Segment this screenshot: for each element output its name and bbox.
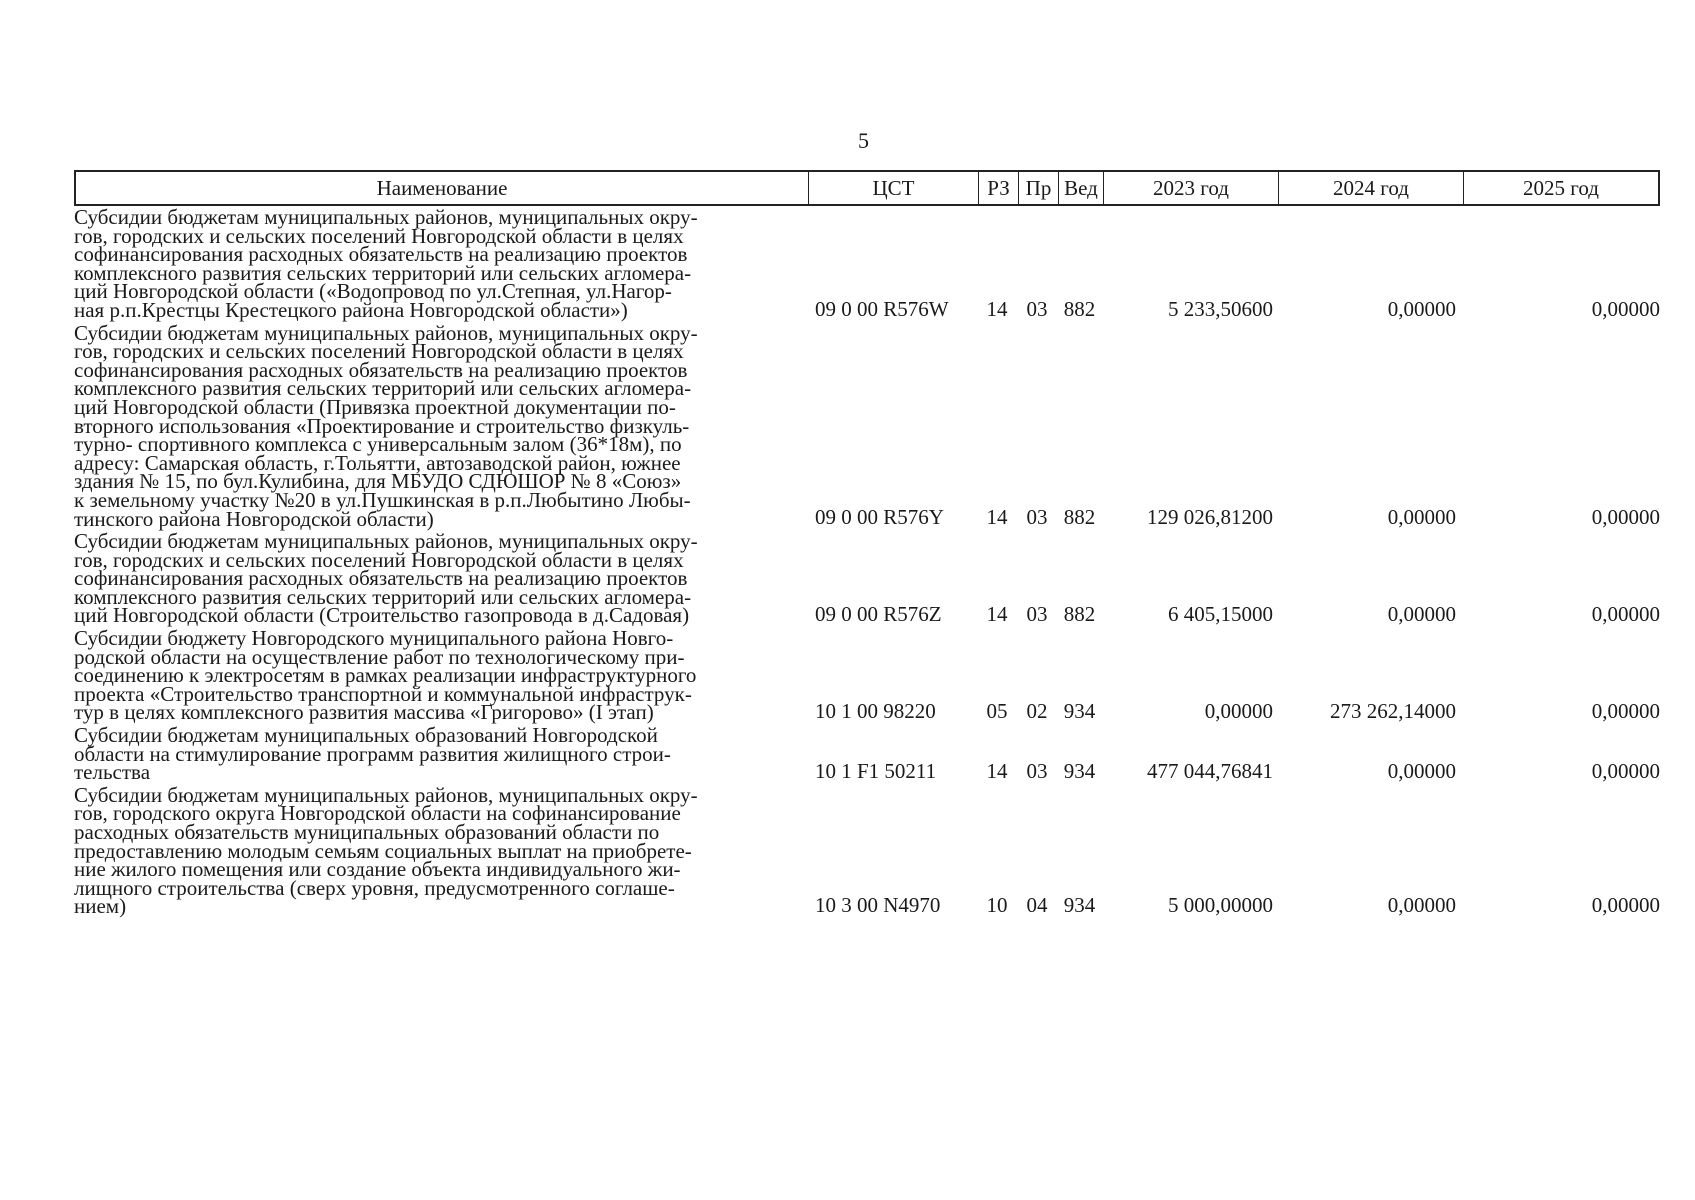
row-name-line: предоставлению молодым семьям социальных выплат на приобрете- [74,838,692,863]
row-cst: 09 0 00 R576W [815,296,949,321]
row-name-line: комплексного развития сельских территорий или сельских агломера- [74,584,692,609]
row-ved: 882 [1063,505,1096,530]
table-row [74,782,1660,919]
row-name-line: адресу: Самарская область, г.Тольятти, автозаводской район, южнее [74,450,681,475]
row-2024: 273 262,14000 [1330,699,1456,724]
row-name-line: гов, городских и сельских поселений Новгородской области в целях [74,547,684,572]
row-name [74,205,807,322]
table-row [74,320,1660,531]
row-rz: 14 [986,758,1008,783]
row-cst: 10 1 00 98220 [815,699,936,724]
header-rz: РЗ [979,172,1019,204]
row-name-line: Субсидии бюджетам муниципальных районов, муниципальных окру- [74,320,698,345]
row-2023: 477 044,76841 [1147,758,1273,783]
row-name-line: вторного использования «Проектирование и строительство физкуль- [74,413,690,438]
row-name-line: области на стимулирование программ развития жилищного строи- [74,741,671,766]
row-ved: 882 [1063,602,1096,627]
row-rz: 14 [986,505,1008,530]
row-name-line: ций Новгородской области (Привязка проектной документации по- [74,394,676,419]
row-name-line: проекта «Строительство транспортной и коммунальной инфраструк- [74,681,692,706]
row-name-line: тинского района Новгородской области) [74,506,434,531]
header-name: Наименование [76,172,809,204]
row-name-line: тур в целях комплексного развития массива «Григорово» (I этап) [74,700,654,725]
row-cst: 09 0 00 R576Y [815,505,944,530]
row-name-line: турно- спортивного комплекса с универсальным залом (36*18м), по [74,432,682,457]
header-pr: Пр [1019,172,1059,204]
row-2025: 0,00000 [1591,758,1660,783]
header-ved: Вед [1059,172,1104,204]
row-2025: 0,00000 [1591,892,1660,917]
row-name-line: Субсидии бюджетам муниципальных образований Новгородской [74,723,658,748]
row-name-line: родской области на осуществление работ по технологическому при- [74,644,685,669]
row-name-line: лищного строительства (сверх уровня, предусмотренного соглаше- [74,875,675,900]
row-pr: 03 [1026,296,1048,321]
row-name-line: Субсидии бюджетам муниципальных районов, муниципальных окру- [74,529,698,554]
row-2023: 6 405,15000 [1168,602,1273,627]
row-pr: 03 [1026,602,1048,627]
row-2024: 0,00000 [1387,296,1456,321]
row-name-line: Субсидии бюджетам муниципальных районов, муниципальных окру- [74,205,698,229]
row-rz: 14 [986,602,1008,627]
table-body [74,205,1660,920]
row-2025: 0,00000 [1591,505,1660,530]
row-name-line: ций Новгородской области («Водопровод по ул.Степная, ул.Нагор- [74,279,672,304]
row-2023: 5 000,00000 [1168,892,1273,917]
row-name-line: Субсидии бюджетам муниципальных районов, муниципальных окру- [74,782,698,807]
row-name-line: гов, городских и сельских поселений Новгородской области в целях [74,223,684,248]
header-2025: 2025 год [1523,175,1599,200]
row-name-line: комплексного развития сельских территорий или сельских агломера- [74,376,692,401]
header-cst: ЦСТ [809,172,979,204]
table-row [74,626,1660,725]
row-2023: 5 233,50600 [1168,296,1273,321]
header-2023: 2023 год [1104,172,1279,204]
row-name-line: Субсидии бюджету Новгородского муниципального района Новго- [74,626,674,651]
row-name-line: здания № 15, по бул.Кулибина, для МБУДО СДЮШОР № 8 «Союз» [74,469,682,494]
row-name [74,723,807,785]
row-name-line: расходных обязательств муниципальных образований области по [74,820,660,844]
row-name-line: гов, городского округа Новгородской области на софинансирование [74,801,681,826]
row-2025: 0,00000 [1591,602,1660,627]
row-pr: 03 [1026,758,1048,783]
header-2024: 2024 год [1279,172,1464,204]
row-name-line: ние жилого помещения или создание объекта индивидуального жи- [74,857,681,882]
row-ved: 882 [1063,296,1096,321]
row-rz: 05 [986,699,1008,724]
row-2023: 0,00000 [1204,699,1273,724]
row-name-line: гов, городских и сельских поселений Новгородской области в целях [74,339,684,364]
row-name [74,626,807,725]
row-pr: 03 [1026,505,1048,530]
row-pr: 02 [1026,699,1048,724]
row-name [74,320,807,531]
row-2024: 0,00000 [1387,505,1456,530]
row-cst: 10 1 F1 50211 [815,758,937,783]
row-name-line: комплексного развития сельских территорий или сельских агломера- [74,260,692,285]
row-cst: 09 0 00 R576Z [815,602,942,627]
row-name-line: софинансирования расходных обязательств на реализацию проектов [74,242,688,267]
row-name-line: соединению к электросетям в рамках реализации инфраструктурного [74,663,697,688]
row-name-line: ная р.п.Крестцы Крестецкого района Новгородской области») [74,297,628,322]
row-ved: 934 [1063,758,1096,783]
row-2024: 0,00000 [1387,758,1456,783]
row-2025: 0,00000 [1591,699,1660,724]
row-name-line: нием) [74,894,127,919]
row-ved: 934 [1063,699,1096,724]
row-pr: 04 [1026,892,1048,917]
row-2023: 129 026,81200 [1147,505,1273,530]
row-name [74,782,807,919]
row-name-line: софинансирования расходных обязательств на реализацию проектов [74,566,688,591]
table-row [74,529,1660,628]
row-name-line: к земельному участку №20 в ул.Пушкинская в р.п.Любытино Любы- [74,487,691,512]
row-name [74,529,807,628]
row-name-line: ций Новгородской области (Строительство газопровода в д.Садовая) [74,603,690,628]
row-rz: 14 [986,296,1008,321]
row-2025: 0,00000 [1591,296,1660,321]
table-row [74,205,1660,322]
table-header [74,170,1660,206]
page-number: 5 [858,128,869,153]
row-cst: 10 3 00 N4970 [815,892,941,917]
row-rz: 10 [986,892,1008,917]
row-2024: 0,00000 [1387,602,1456,627]
row-ved: 934 [1063,892,1096,917]
row-2024: 0,00000 [1387,892,1456,917]
table-row [74,723,1660,785]
row-name-line: тельства [74,760,151,785]
row-name-line: софинансирования расходных обязательств на реализацию проектов [74,357,688,382]
